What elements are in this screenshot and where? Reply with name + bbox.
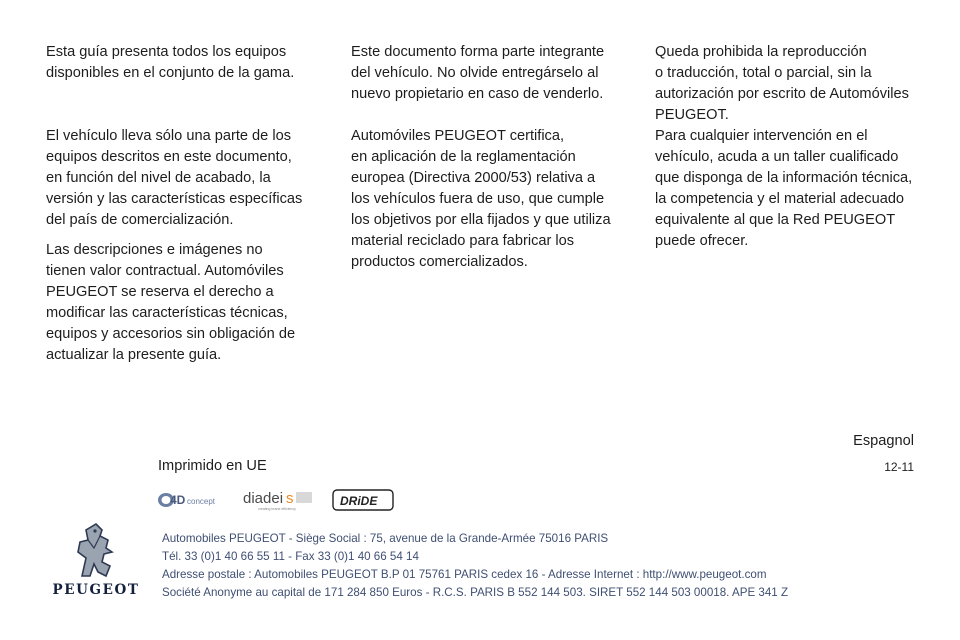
service-paragraph: Para cualquier intervención en el vehículo, acuda a un taller cualificado que disponga de la información técnica, la competencia y el material adecuado equivalente al que la Red PEUGEOT puede ofrecer. <box>655 128 913 249</box>
svg-text:DRiDE: DRiDE <box>340 494 378 508</box>
disclaimer-paragraph: Las descripciones e imágenes no tienen valor contractual. Automóviles PEUGEOT se reserva el derecho a modificar las características técnicas, equipos y accesorios sin obligación de actualizar la presente guía. <box>46 242 296 363</box>
company-phone-line: Tél. 33 (0)1 40 66 55 11 - Fax 33 (0)1 40 66 54 14 <box>162 550 419 563</box>
printed-in-label: Imprimido en UE <box>158 458 267 474</box>
company-legal-line: Société Anonyme au capital de 171 284 850 Euros - R.C.S. PARIS B 552 144 503. SIRET 552 144 503 00018. APE 341 Z <box>162 586 789 599</box>
copyright-paragraph: Queda prohibida la reproducción o traducción, total o parcial, sin la autorización por escrito de Automóviles PEUGEOT. <box>655 44 909 123</box>
svg-text:4D: 4D <box>170 493 186 507</box>
dride-logo <box>332 488 394 512</box>
equipment-paragraph: El vehículo lleva sólo una parte de los equipos descritos en este documento, en función del nivel de acabado, la versión y las características específicas del país de comercialización. <box>46 128 303 228</box>
peugeot-lion-icon <box>66 522 122 580</box>
svg-text:creating brand efficiency: creating brand efficiency <box>258 507 296 511</box>
peugeot-brand <box>44 522 148 602</box>
document-code: 12-11 <box>884 460 914 474</box>
language-label: Espagnol <box>853 433 914 449</box>
peugeot-wordmark: PEUGEOT <box>52 582 140 598</box>
diadeis-logo <box>242 488 316 512</box>
fourd-concept-logo <box>156 488 228 512</box>
company-postal-line: Adresse postale : Automobiles PEUGEOT B.P 01 75761 PARIS cedex 16 - Adresse Internet : http://www.peugeot.com <box>162 568 767 581</box>
intro-paragraph: Esta guía presenta todos los equipos disponibles en el conjunto de la gama. <box>46 44 295 81</box>
svg-text:concept: concept <box>187 497 216 506</box>
certification-paragraph: Automóviles PEUGEOT certifica, en aplicación de la reglamentación europea (Directiva 2000/53) relativa a los vehículos fuera de uso, que cumple los objetivos por ella fijados y que utiliza material reciclado para fabricar los productos comercializados. <box>351 128 611 270</box>
document-paragraph: Este documento forma parte integrante del vehículo. No olvide entregárselo al nuevo propietario en caso de venderlo. <box>351 44 605 102</box>
company-info <box>162 530 788 602</box>
company-address-line: Automobiles PEUGEOT - Siège Social : 75, avenue de la Grande-Armée 75016 PARIS <box>162 532 609 545</box>
svg-text:s: s <box>286 490 294 507</box>
svg-text:diadei: diadei <box>243 490 284 507</box>
